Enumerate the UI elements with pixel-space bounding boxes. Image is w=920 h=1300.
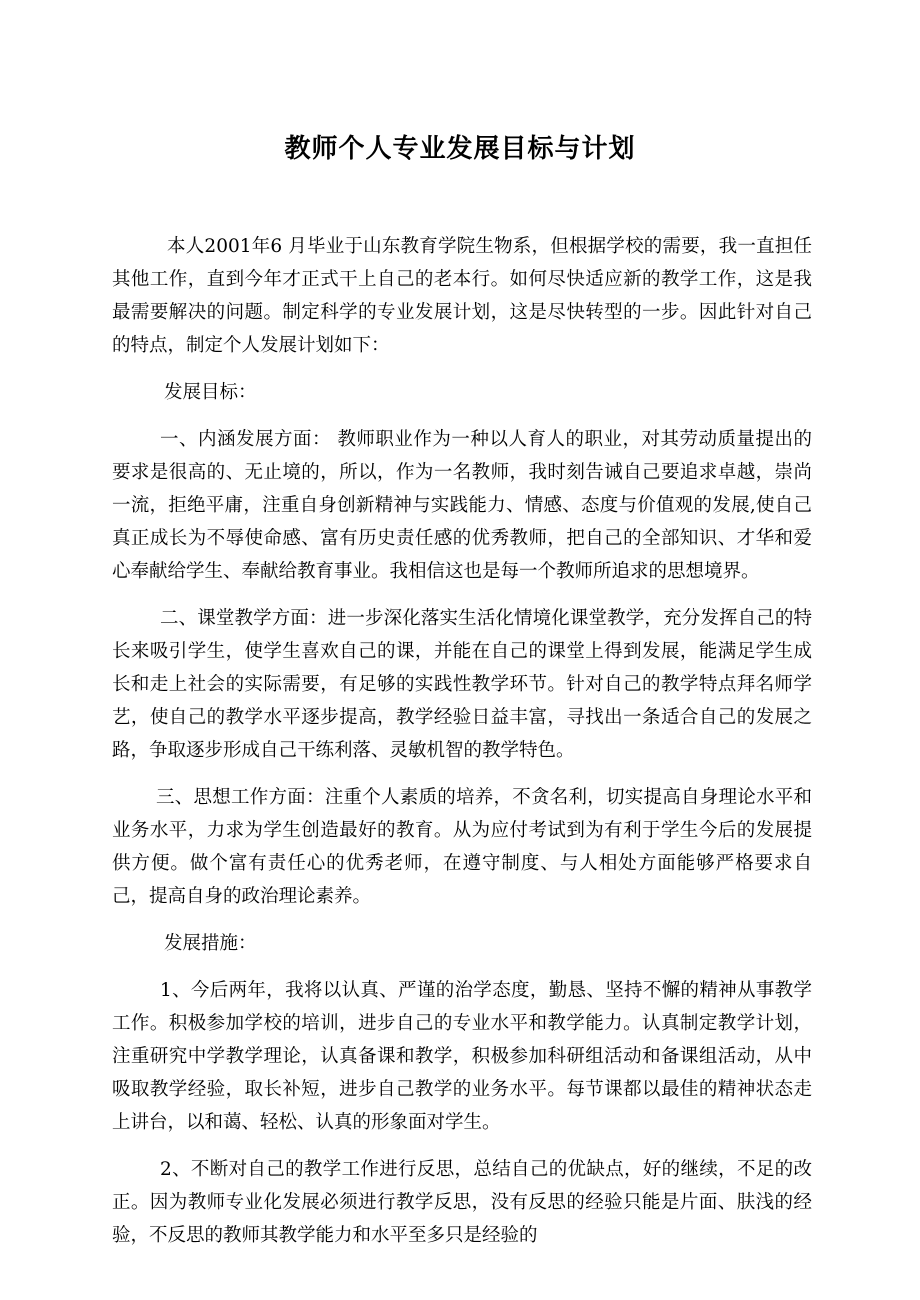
measures-heading: 发展措施：: [164, 933, 257, 954]
document-title: 教师个人专业发展目标与计划: [284, 134, 636, 164]
document-body: [112, 230, 812, 1266]
goal-paragraph-1: 一、内涵发展方面： 教师职业作为一种以人育人的职业，对其劳动质量提出的要求是很高的、无止境的，所以，作为一名教师，我时刻告诫自己要追求卓越，崇尚一流，拒绝平庸，注重自身创新精神与实践能力、情感、态度与价值观的发展,使自己真正成长为不辱使命感、富有历史责任感的优秀教师，把自己的全部知识、才华和爱心奉献给学生、奉献给教育事业。我相信这也是每一个教师所追求的思想境界。: [112, 429, 812, 582]
goal-paragraph-3: 三、思想工作方面：注重个人素质的培养，不贪名利，切实提高自身理论水平和业务水平，力求为学生创造最好的教育。从为应付考试到为有利于学生今后的发展提供方便。做个富有责任心的优秀老师，在遵守制度、与人相处方面能够严格要求自己，提高自身的政治理论素养。: [112, 787, 812, 907]
goals-heading: 发展目标：: [164, 382, 257, 403]
measure-paragraph-2: 2、不断对自己的教学工作进行反思，总结自己的优缺点，好的继续，不足的改正。因为教师专业化发展必须进行教学反思，没有反思的经验只能是片面、肤浅的经验，不反思的教师其教学能力和水平至多只是经验的: [112, 1159, 812, 1246]
goal-paragraph-2: 二、课堂教学方面：进一步深化落实生活化情境化课堂教学，充分发挥自己的特长来吸引学生，使学生喜欢自己的课，并能在自己的课堂上得到发展，能满足学生成长和走上社会的实际需要，有足够的实践性教学环节。针对自己的教学特点拜名师学艺，使自己的教学水平逐步提高，教学经验日益丰富，寻找出一条适合自己的发展之路，争取逐步形成自己干练利落、灵敏机智的教学特色。: [112, 608, 812, 761]
intro-paragraph: 本人2001年6 月毕业于山东教育学院生物系，但根据学校的需要，我一直担任其他工作，直到今年才正式干上自己的老本行。如何尽快适应新的教学工作，这是我最需要解决的问题。制定科学的专业发展计划，这是尽快转型的一步。因此针对自己的特点，制定个人发展计划如下：: [112, 236, 812, 356]
measure-paragraph-1: 1、今后两年，我将以认真、严谨的治学态度，勤恳、坚持不懈的精神从事教学工作。积极参加学校的培训，进步自己的专业水平和教学能力。认真制定教学计划，注重研究中学教学理论，认真备课和教学，积极参加科研组活动和备课组活动，从中吸取教学经验，取长补短，进步自己教学的业务水平。每节课都以最佳的精神状态走上讲台，以和蔼、轻松、认真的形象面对学生。: [112, 980, 812, 1133]
